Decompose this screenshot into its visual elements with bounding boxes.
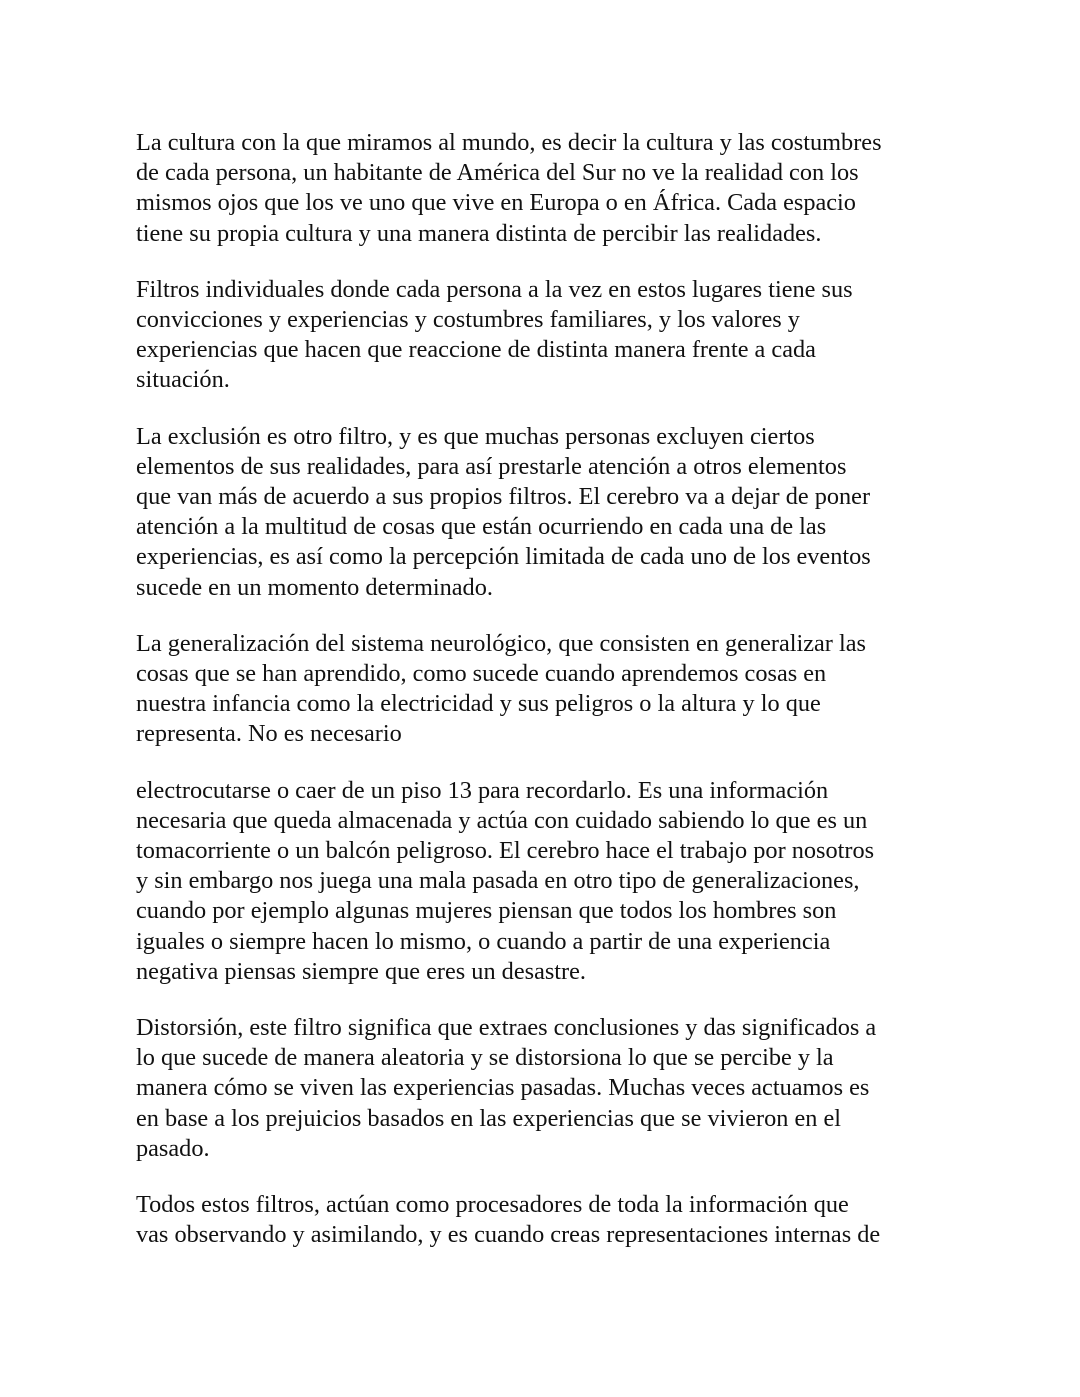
text-line: cuando por ejemplo algunas mujeres piensan que todos los hombres son (136, 897, 837, 925)
paragraph-generalization (136, 629, 956, 750)
text-line: negativa piensas siempre que eres un desastre. (136, 957, 587, 985)
text-line: en base a los prejuicios basados en las experiencias que se vivieron en el (136, 1104, 842, 1132)
text-line: tiene su propia cultura y una manera distinta de percibir las realidades. (136, 219, 822, 247)
text-line: atención a la multitud de cosas que están ocurriendo en cada una de las (136, 513, 827, 541)
paragraph-culture (136, 128, 956, 249)
text-line: manera cómo se viven las experiencias pasadas. Muchas veces actuamos es (136, 1074, 870, 1102)
text-line: y sin embargo nos juega una mala pasada en otro tipo de generalizaciones, (136, 867, 860, 895)
text-line: mismos ojos que los ve uno que vive en Europa o en África. Cada espacio (136, 189, 856, 217)
paragraph-exclusion (136, 422, 956, 603)
text-line: electrocutarse o caer de un piso 13 para recordarlo. Es una información (136, 776, 829, 804)
text-line: iguales o siempre hacen lo mismo, o cuando a partir de una experiencia (136, 927, 831, 955)
text-line: convicciones y experiencias y costumbres familiares, y los valores y (136, 306, 800, 334)
text-line: pasado. (136, 1134, 210, 1162)
text-line: necesaria que queda almacenada y actúa con cuidado sabiendo lo que es un (136, 806, 868, 834)
text-line: Distorsión, este filtro significa que extraes conclusiones y das significados a (136, 1014, 877, 1042)
text-line: Todos estos filtros, actúan como procesadores de toda la información que (136, 1191, 849, 1219)
document-page (136, 128, 956, 1277)
text-line: sucede en un momento determinado. (136, 573, 493, 601)
text-line: La generalización del sistema neurológico, que consisten en generalizar las (136, 629, 866, 657)
text-line: La exclusión es otro filtro, y es que muchas personas excluyen ciertos (136, 422, 815, 450)
text-line: cosas que se han aprendido, como sucede cuando aprendemos cosas en (136, 660, 827, 688)
text-line: situación. (136, 366, 230, 394)
text-line: experiencias, es así como la percepción limitada de cada uno de los eventos (136, 543, 871, 571)
paragraph-distortion (136, 1013, 956, 1164)
text-line: de cada persona, un habitante de América del Sur no ve la realidad con los (136, 159, 859, 187)
text-line: La cultura con la que miramos al mundo, es decir la cultura y las costumbres (136, 129, 882, 156)
paragraph-all-filters (136, 1190, 956, 1250)
text-line: experiencias que hacen que reaccione de distinta manera frente a cada (136, 336, 816, 364)
text-line: lo que sucede de manera aleatoria y se distorsiona lo que se percibe y la (136, 1044, 834, 1072)
text-line: nuestra infancia como la electricidad y sus peligros o la altura y lo que (136, 690, 821, 718)
text-line: tomacorriente o un balcón peligroso. El cerebro hace el trabajo por nosotros (136, 837, 875, 865)
text-line: Filtros individuales donde cada persona a la vez en estos lugares tiene sus (136, 275, 853, 303)
text-line: vas observando y asimilando, y es cuando creas representaciones internas de (136, 1221, 881, 1249)
text-line: representa. No es necesario (136, 720, 402, 748)
text-line: elementos de sus realidades, para así prestarle atención a otros elementos (136, 452, 847, 480)
paragraph-generalization-continued (136, 776, 956, 987)
text-line: que van más de acuerdo a sus propios filtros. El cerebro va a dejar de poner (136, 483, 871, 511)
paragraph-individual-filters (136, 275, 956, 396)
